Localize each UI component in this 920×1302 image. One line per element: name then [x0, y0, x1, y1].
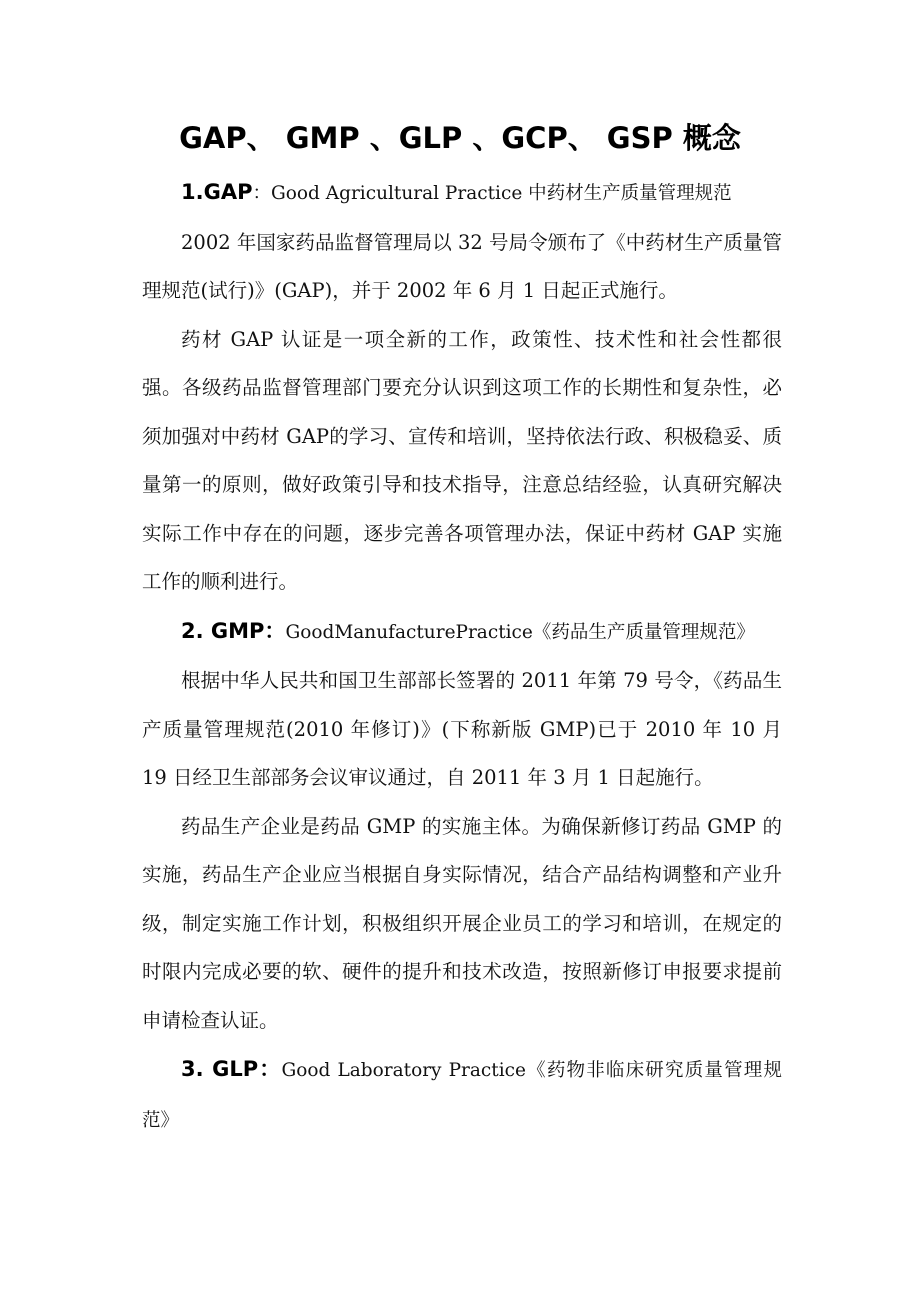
section-gmp-number: 2. GMP： — [181, 618, 286, 643]
section-glp-number: 3. GLP： — [181, 1057, 282, 1081]
section-gmp-heading — [142, 607, 782, 658]
document-title: GAP、 GMP 、GLP 、GCP、 GSP 概念 — [179, 121, 741, 155]
section-glp-title: Good Laboratory Practice《药物非临床研究质量管理规范》 — [142, 1060, 782, 1131]
section-gap-heading — [142, 168, 782, 219]
section-gmp-paragraph-2: 药品生产企业是药品 GMP 的实施主体。为确保新修订药品 GMP 的实施，药品生产企业应当根据自身实际情况，结合产品结构调整和产业升级，制定实施工作计划，积极组织开展企业员工的学习和培训，在规定的时限内完成必要的软、硬件的提升和技术改造，按照新修订申报要求提前申请检查认证。 — [142, 814, 782, 1032]
section-gap-number: 1.GAP — [181, 180, 253, 204]
section-gmp-paragraph-1: 根据中华人民共和国卫生部部长签署的 2011 年第 79 号令，《药品生产质量管理规范(2010 年修订)》(下称新版 GMP)已于 2010 年 10 月 19 日经卫生部部务会议审议通过，自 2011 年 3 月 1 日起施行。 — [142, 669, 782, 789]
section-gap-paragraph-1: 2002 年国家药品监督管理局以 32 号局令颁布了《中药材生产质量管理规范(试行)》(GAP)，并于 2002 年 6 月 1 日起正式施行。 — [142, 230, 782, 302]
section-gmp-title: GoodManufacturePractice《药品生产质量管理规范》 — [285, 621, 755, 643]
section-gap-paragraph-2: 药材 GAP 认证是一项全新的工作，政策性、技术性和社会性都很强。各级药品监督管理部门要充分认识到这项工作的长期性和复杂性，必须加强对中药材 GAP的学习、宣传和培训，坚持依法行政、积极稳妥、质量第一的原则，做好政策引导和技术指导，注意总结经验，认真研究解决实际工作中存在的问题，逐步完善各项管理办法，保证中药材 GAP 实施工作的顺利进行。 — [142, 327, 782, 593]
document-body — [142, 168, 782, 1145]
section-glp-heading — [142, 1045, 782, 1145]
section-gap-title: ：Good Agricultural Practice 中药材生产质量管理规范 — [252, 183, 732, 204]
